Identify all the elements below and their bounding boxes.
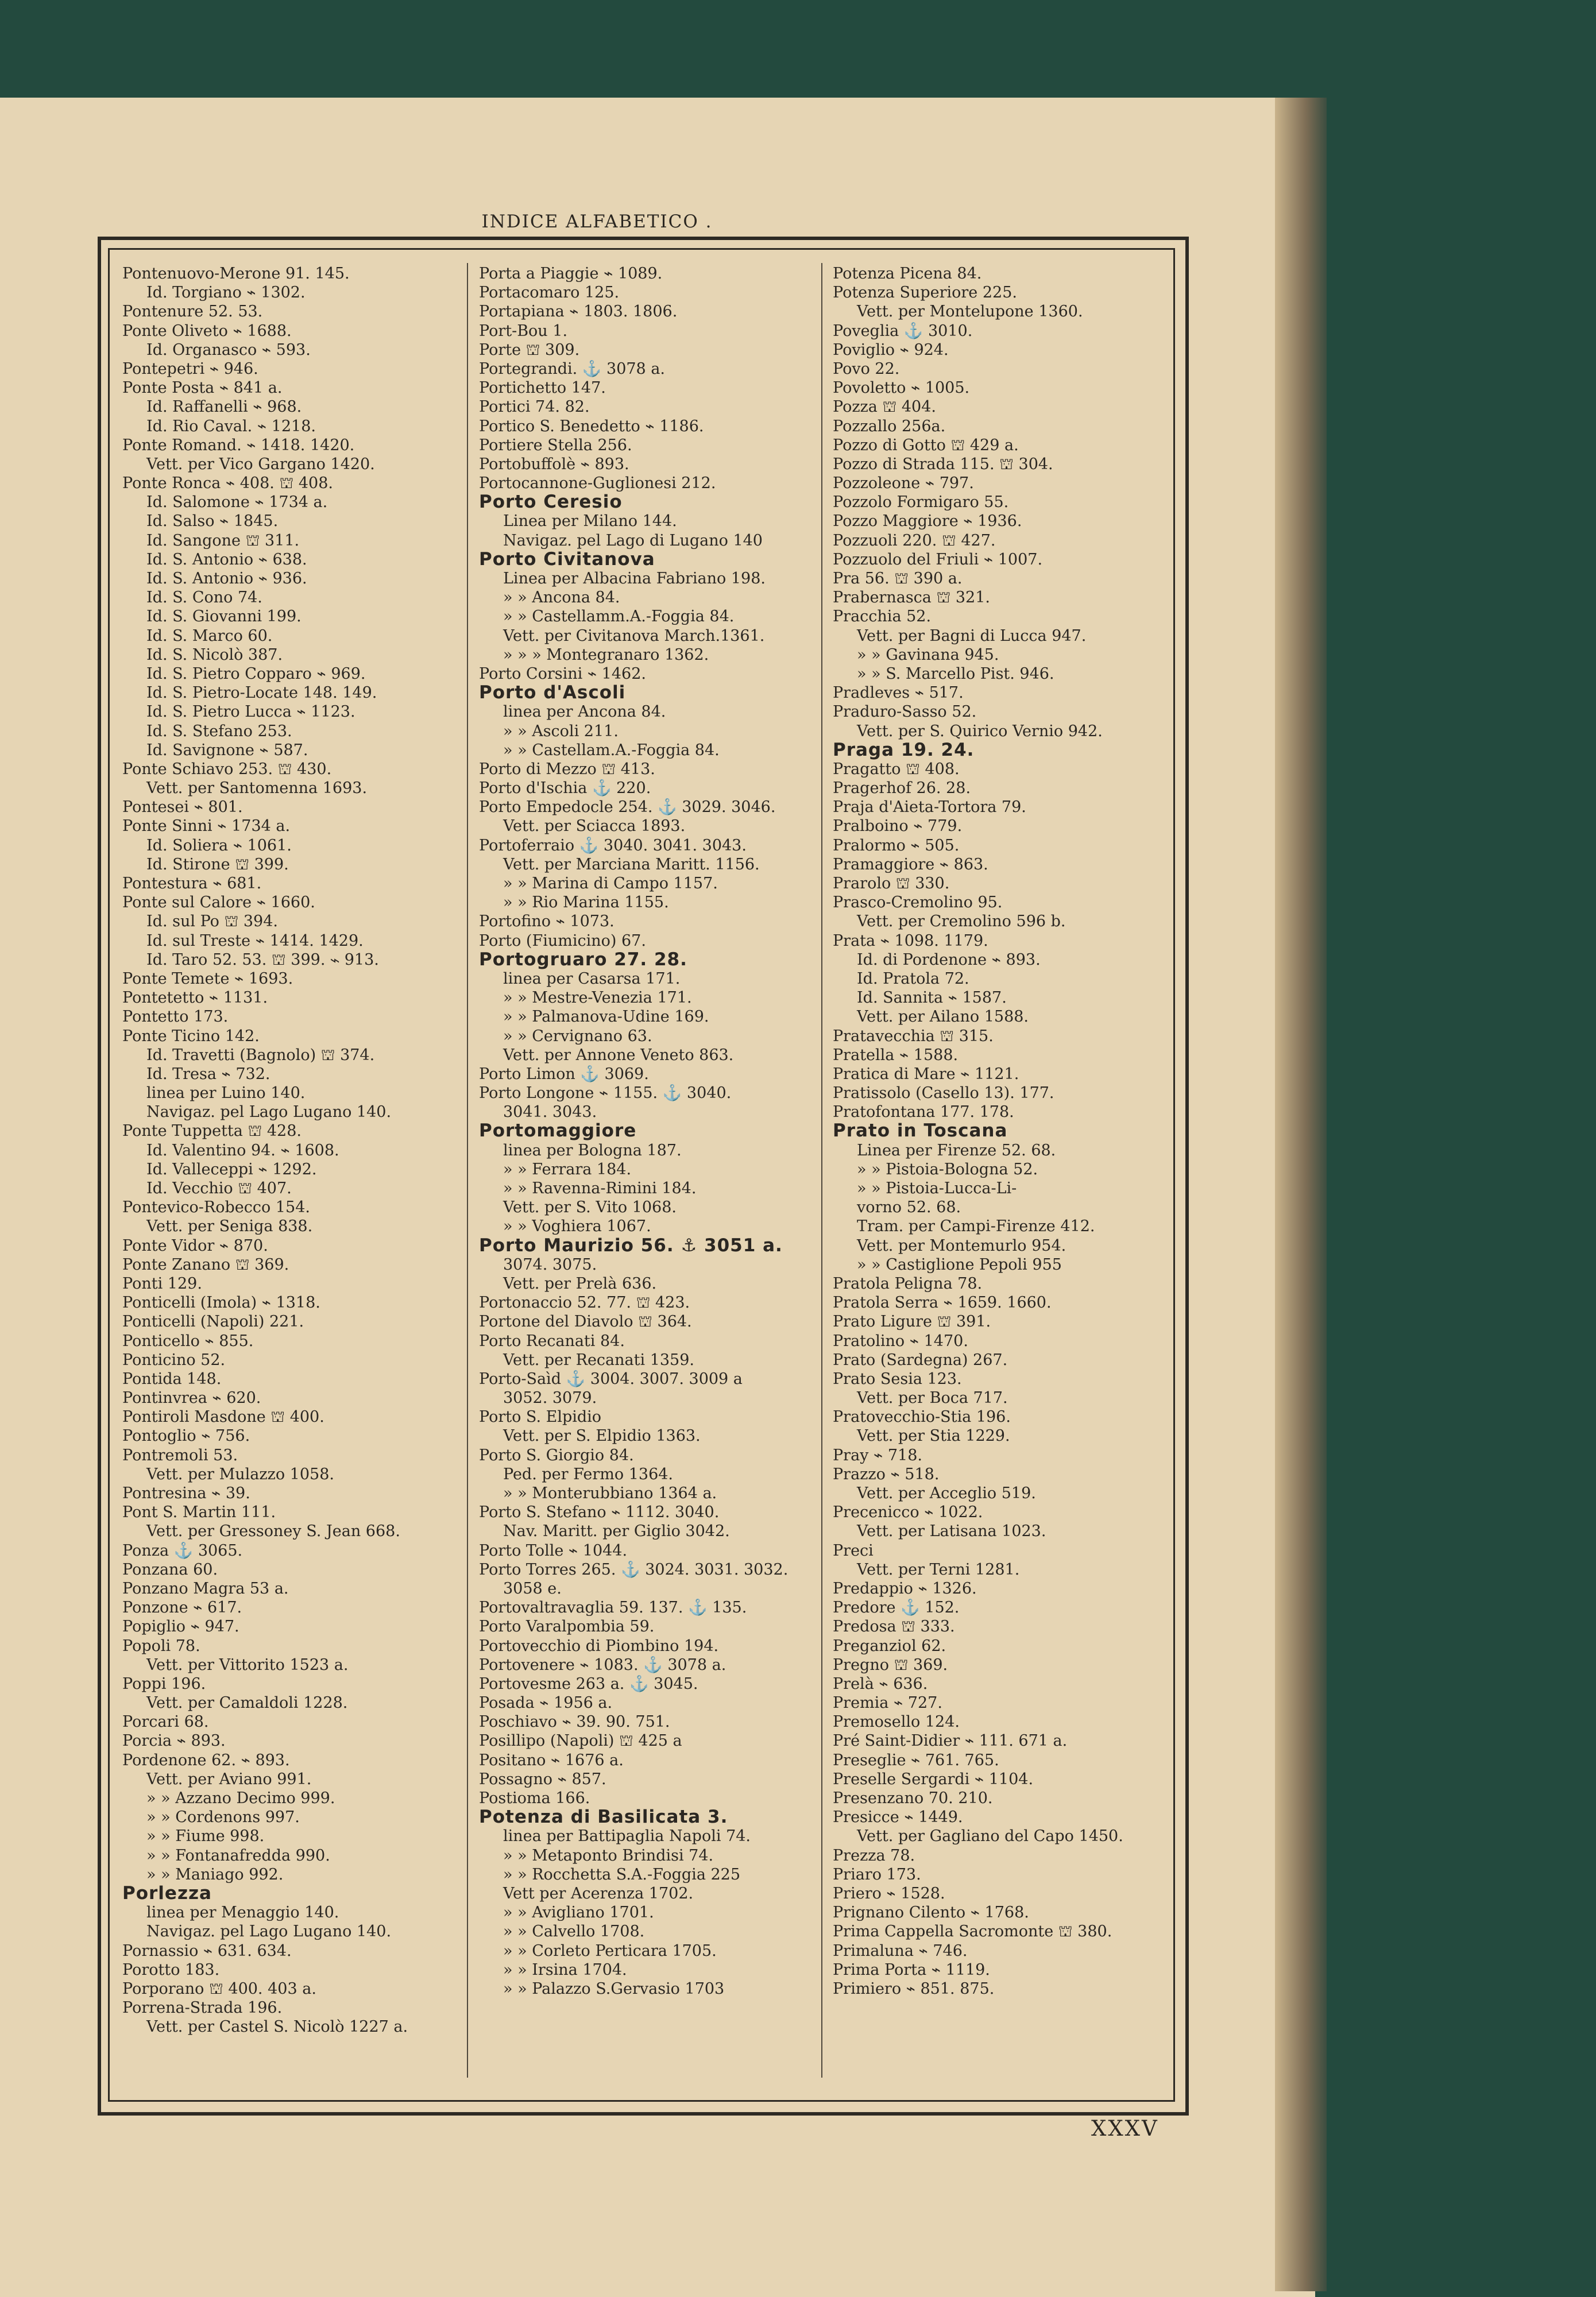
index-entry: Potenza Superiore 225. xyxy=(833,284,1017,302)
index-entry: Portegrandi. ⚓ 3078 a. xyxy=(479,359,665,378)
index-entry: Vett. per Stia 1229. xyxy=(857,1427,1010,1445)
index-entry: Nav. Maritt. per Giglio 3042. xyxy=(503,1522,730,1541)
index-entry: Pregno ⛫ 369. xyxy=(833,1656,948,1674)
index-entry: Id. Pratola 72. xyxy=(857,969,969,988)
index-entry: Poveglia ⚓ 3010. xyxy=(833,322,973,340)
index-entry: Prezza 78. xyxy=(833,1846,915,1865)
index-entry: Pracchia 52. xyxy=(833,608,932,626)
index-entry: Portovecchio di Piombino 194. xyxy=(479,1637,719,1655)
index-entry: Prasco-Cremolino 95. xyxy=(833,894,1003,912)
book-side-edge xyxy=(1275,98,1327,2291)
index-entry: » » Ferrara 184. xyxy=(503,1160,632,1178)
index-entry: Prazzo ⌁ 518. xyxy=(833,1465,940,1483)
page-header: INDICE ALFABETICO . xyxy=(481,211,713,232)
index-entry: Pralormo ⌁ 505. xyxy=(833,836,960,854)
index-entry: » » Pistoia-Bologna 52. xyxy=(857,1160,1038,1178)
index-entry: Pontoglio ⌁ 756. xyxy=(122,1427,250,1445)
index-entry: Vett. per Camaldoli 1228. xyxy=(146,1694,348,1712)
index-entry: Port-Bou 1. xyxy=(479,322,568,340)
index-entry: Vett. per Montemurlo 954. xyxy=(857,1236,1066,1255)
index-entry: » » Castiglione Pepoli 955 xyxy=(857,1255,1062,1274)
index-category: Porto Ceresio xyxy=(479,492,623,513)
index-column-middle xyxy=(479,264,818,1998)
index-entry: Id. Soliera ⌁ 1061. xyxy=(146,836,292,854)
index-entry: Ponte Zanano ⛫ 369. xyxy=(122,1255,289,1274)
index-entry: Ponte Romand. ⌁ 1418. 1420. xyxy=(122,436,355,454)
index-entry: Ponte Ronca ⌁ 408. ⛫ 408. xyxy=(122,474,333,493)
index-entry: Portici 74. 82. xyxy=(479,398,590,416)
index-entry: Pontevico-Robecco 154. xyxy=(122,1198,310,1217)
index-entry: Pontenure 52. 53. xyxy=(122,303,263,321)
index-entry: Ponticello ⌁ 855. xyxy=(122,1332,254,1350)
index-entry: Prarolo ⛫ 330. xyxy=(833,875,950,892)
index-entry: Pratovecchio-Stia 196. xyxy=(833,1408,1011,1426)
index-entry: Pozza ⛫ 404. xyxy=(833,398,936,416)
index-entry: linea per Ancona 84. xyxy=(503,703,666,721)
index-entry: Vett. per Civitanova March.1361. xyxy=(503,627,765,645)
index-entry: Porto Empedocle 254. ⚓ 3029. 3046. xyxy=(479,798,776,817)
index-entry: Id. S. Pietro Lucca ⌁ 1123. xyxy=(146,703,355,721)
index-entry: Vett. per Aviano 991. xyxy=(146,1770,312,1788)
index-entry: » » Cordenons 997. xyxy=(146,1808,300,1827)
index-entry: Porto Recanati 84. xyxy=(479,1332,625,1350)
index-entry: Prima Porta ⌁ 1119. xyxy=(833,1960,990,1979)
index-entry: Posillipo (Napoli) ⛫ 425 a xyxy=(479,1732,682,1750)
index-entry: Pontresina ⌁ 39. xyxy=(122,1484,250,1502)
index-entry: Vett. per Santomenna 1693. xyxy=(146,779,368,798)
index-entry: Porcia ⌁ 893. xyxy=(122,1732,226,1750)
index-entry: Pragatto ⛫ 408. xyxy=(833,760,960,778)
index-entry: Pra 56. ⛫ 390 a. xyxy=(833,570,963,587)
index-entry: Porto S. Giorgio 84. xyxy=(479,1446,634,1464)
index-entry: Id. Savignone ⌁ 587. xyxy=(146,741,308,759)
index-entry: Ponte Temete ⌁ 1693. xyxy=(122,969,293,988)
index-entry: Id. sul Po ⛫ 394. xyxy=(146,912,279,931)
index-entry: Id. Organasco ⌁ 593. xyxy=(146,341,311,359)
index-entry: Navigaz. pel Lago Lugano 140. xyxy=(146,1103,392,1122)
index-entry: Povoletto ⌁ 1005. xyxy=(833,379,970,397)
index-entry: Positano ⌁ 1676 a. xyxy=(479,1751,624,1769)
index-entry: Id. S. Pietro-Locate 148. 149. xyxy=(146,684,377,702)
index-entry: Porto di Mezzo ⛫ 413. xyxy=(479,760,655,778)
index-entry: » » Palazzo S.Gervasio 1703 xyxy=(503,1979,725,1998)
index-entry: 3052. 3079. xyxy=(503,1389,597,1407)
index-entry: Linea per Milano 144. xyxy=(503,512,677,531)
index-entry: Porte ⛫ 309. xyxy=(479,341,580,359)
index-entry: Ponte Tuppetta ⛫ 428. xyxy=(122,1122,302,1140)
column-separator xyxy=(467,263,468,2078)
index-category: Portogruaro 27. 28. xyxy=(479,949,687,970)
index-entry: Vett. per S. Vito 1068. xyxy=(503,1198,677,1217)
index-entry: Id. S. Antonio ⌁ 638. xyxy=(146,550,307,569)
index-entry: Prato (Sardegna) 267. xyxy=(833,1351,1008,1369)
index-entry: Pont S. Martin 111. xyxy=(122,1503,276,1522)
index-category: Praga 19. 24. xyxy=(833,739,975,760)
index-category: Portomaggiore xyxy=(479,1120,637,1142)
index-entry: Pontetetto ⌁ 1131. xyxy=(122,989,268,1007)
index-entry: Porto Varalpombia 59. xyxy=(479,1618,655,1636)
index-entry: Preseglie ⌁ 761. 765. xyxy=(833,1751,999,1769)
index-entry: » » Rio Marina 1155. xyxy=(503,894,669,912)
index-entry: » » Cervignano 63. xyxy=(503,1027,652,1045)
index-entry: Vett. per Mulazzo 1058. xyxy=(146,1465,334,1483)
index-entry: » » S. Marcello Pist. 946. xyxy=(857,664,1054,683)
index-entry: Primiero ⌁ 851. 875. xyxy=(833,1979,995,1998)
index-entry: Id. Salomone ⌁ 1734 a. xyxy=(146,493,328,512)
index-entry: Portonaccio 52. 77. ⛫ 423. xyxy=(479,1294,690,1312)
index-entry: » » Rocchetta S.A.-Foggia 225 xyxy=(503,1865,741,1884)
page-number: XXXV xyxy=(1091,2116,1159,2141)
index-entry: » » Ancona 84. xyxy=(503,589,620,607)
index-entry: Tram. per Campi-Firenze 412. xyxy=(857,1217,1095,1236)
index-entry: Portapiana ⌁ 1803. 1806. xyxy=(479,303,678,321)
index-entry: Vett. per Recanati 1359. xyxy=(503,1351,694,1369)
index-entry: Id. Raffanelli ⌁ 968. xyxy=(146,398,302,416)
index-entry: Portichetto 147. xyxy=(479,379,606,397)
index-entry: » » Corleto Perticara 1705. xyxy=(503,1942,717,1960)
index-entry: Predappio ⌁ 1326. xyxy=(833,1579,977,1598)
index-entry: » » Palmanova-Udine 169. xyxy=(503,1008,709,1026)
index-entry: Premosello 124. xyxy=(833,1713,960,1731)
index-entry: Ponticelli (Napoli) 221. xyxy=(122,1313,304,1331)
index-entry: Pontesei ⌁ 801. xyxy=(122,798,243,817)
index-category: Porlezza xyxy=(122,1882,212,1904)
index-entry: Pontremoli 53. xyxy=(122,1446,238,1464)
index-entry: Portiere Stella 256. xyxy=(479,436,632,454)
index-entry: Ponte sul Calore ⌁ 1660. xyxy=(122,894,315,912)
index-entry: » » Gavinana 945. xyxy=(857,645,999,664)
index-entry: Vett. per Prelà 636. xyxy=(503,1274,657,1293)
index-entry: 3041. 3043. xyxy=(503,1103,597,1122)
index-entry: Possagno ⌁ 857. xyxy=(479,1770,606,1788)
index-entry: Portovaltravaglia 59. 137. ⚓ 135. xyxy=(479,1599,747,1617)
index-entry: linea per Menaggio 140. xyxy=(146,1904,339,1922)
index-entry: Vett. per S. Elpidio 1363. xyxy=(503,1427,701,1445)
index-entry: » » » Montegranaro 1362. xyxy=(503,645,709,664)
index-entry: Vett per Acerenza 1702. xyxy=(503,1884,694,1902)
index-entry: Portico S. Benedetto ⌁ 1186. xyxy=(479,417,704,435)
index-entry: Pray ⌁ 718. xyxy=(833,1446,922,1464)
index-entry: Prato Ligure ⛫ 391. xyxy=(833,1313,991,1331)
index-entry: » » Monterubbiano 1364 a. xyxy=(503,1484,717,1502)
index-entry: Porto d'Ischia ⚓ 220. xyxy=(479,779,651,798)
index-entry: Id. Travetti (Bagnolo) ⛫ 374. xyxy=(146,1046,375,1064)
index-entry: Id. sul Treste ⌁ 1414. 1429. xyxy=(146,931,364,950)
index-entry: Porto S. Stefano ⌁ 1112. 3040. xyxy=(479,1503,720,1522)
index-entry: Vett. per Acceglio 519. xyxy=(857,1484,1036,1502)
index-entry: Popiglio ⌁ 947. xyxy=(122,1618,239,1636)
index-entry: Pré Saint-Didier ⌁ 111. 671 a. xyxy=(833,1732,1068,1750)
index-column-left xyxy=(122,264,461,2036)
index-entry: » » Avigliano 1701. xyxy=(503,1904,654,1922)
index-entry: Pordenone 62. ⌁ 893. xyxy=(122,1751,290,1769)
index-entry: Id. Sannita ⌁ 1587. xyxy=(857,989,1007,1007)
index-entry: Portobuffolè ⌁ 893. xyxy=(479,455,629,473)
index-entry: Id. Torgiano ⌁ 1302. xyxy=(146,284,306,302)
index-column-right xyxy=(833,264,1172,1998)
index-entry: Ponte Oliveto ⌁ 1688. xyxy=(122,322,292,340)
index-entry: Porporano ⛫ 400. 403 a. xyxy=(122,1979,316,1998)
index-entry: Predore ⚓ 152. xyxy=(833,1599,960,1617)
index-entry: » » Castellam.A.-Foggia 84. xyxy=(503,741,720,759)
index-entry: Porrena-Strada 196. xyxy=(122,1999,283,2017)
index-entry: Priaro 173. xyxy=(833,1865,921,1884)
index-entry: Vett. per Cremolino 596 b. xyxy=(857,912,1066,931)
index-entry: Potenza Picena 84. xyxy=(833,265,982,283)
index-entry: Pratica di Mare ⌁ 1121. xyxy=(833,1065,1019,1083)
index-entry: Posada ⌁ 1956 a. xyxy=(479,1694,613,1712)
index-entry: Poppi 196. xyxy=(122,1675,206,1693)
index-entry: Pratissolo (Casello 13). 177. xyxy=(833,1084,1054,1103)
index-entry: Vett. per Annone Veneto 863. xyxy=(503,1046,734,1064)
index-entry: Pratolino ⌁ 1470. xyxy=(833,1332,968,1350)
index-entry: Portovenere ⌁ 1083. ⚓ 3078 a. xyxy=(479,1656,726,1674)
index-entry: Praja d'Aieta-Tortora 79. xyxy=(833,798,1026,817)
index-entry: Portofino ⌁ 1073. xyxy=(479,912,615,931)
index-entry: Id. di Pordenone ⌁ 893. xyxy=(857,950,1041,969)
index-entry: Navigaz. pel Lago di Lugano 140 xyxy=(503,531,763,550)
index-entry: Presenzano 70. 210. xyxy=(833,1789,993,1807)
index-entry: Prima Cappella Sacromonte ⛫ 380. xyxy=(833,1923,1112,1941)
index-entry: Ponte Ticino 142. xyxy=(122,1027,260,1045)
index-entry: Porto S. Elpidio xyxy=(479,1408,602,1426)
index-entry: » » Maniago 992. xyxy=(146,1865,284,1884)
index-entry: Portocannone-Guglionesi 212. xyxy=(479,474,716,493)
index-entry: Pralboino ⌁ 779. xyxy=(833,817,963,836)
index-entry: Porto Tolle ⌁ 1044. xyxy=(479,1541,628,1560)
index-entry: Porto Corsini ⌁ 1462. xyxy=(479,664,646,683)
index-entry: Pontinvrea ⌁ 620. xyxy=(122,1389,261,1407)
index-entry: » » Voghiera 1067. xyxy=(503,1217,651,1236)
index-entry: Popoli 78. xyxy=(122,1637,200,1655)
index-entry: Predosa ⛫ 333. xyxy=(833,1618,955,1636)
index-entry: Id. Valleceppi ⌁ 1292. xyxy=(146,1160,317,1178)
index-entry: Ponte Vidor ⌁ 870. xyxy=(122,1236,268,1255)
index-entry: Ponzana 60. xyxy=(122,1560,218,1579)
index-entry: Pozzuolo del Friuli ⌁ 1007. xyxy=(833,550,1043,569)
index-entry: Id. S. Nicolò 387. xyxy=(146,645,283,664)
index-entry: » » Pistoia-Lucca-Li- xyxy=(857,1180,1017,1197)
index-entry: Id. Salso ⌁ 1845. xyxy=(146,512,279,531)
index-entry: Pozzolo Formigaro 55. xyxy=(833,493,1009,512)
index-entry: Vett. per Gagliano del Capo 1450. xyxy=(857,1827,1123,1846)
index-entry: Id. Vecchio ⛫ 407. xyxy=(146,1180,292,1197)
index-entry: Prelà ⌁ 636. xyxy=(833,1675,928,1693)
index-entry: Pratola Serra ⌁ 1659. 1660. xyxy=(833,1294,1052,1312)
index-entry: Prabernasca ⛫ 321. xyxy=(833,589,990,607)
index-entry: Ponte Sinni ⌁ 1734 a. xyxy=(122,817,291,836)
index-entry: Poviglio ⌁ 924. xyxy=(833,341,949,359)
index-entry: Id. Valentino 94. ⌁ 1608. xyxy=(146,1141,339,1159)
index-entry: » » Metaponto Brindisi 74. xyxy=(503,1846,714,1865)
index-entry: Portoferraio ⚓ 3040. 3041. 3043. xyxy=(479,836,747,854)
index-entry: Vett. per Seniga 838. xyxy=(146,1217,313,1236)
index-entry: Pontetto 173. xyxy=(122,1008,229,1026)
index-entry: Precenicco ⌁ 1022. xyxy=(833,1503,983,1522)
index-entry: Pozzoleone ⌁ 797. xyxy=(833,474,974,493)
index-entry: Vett. per Montelupone 1360. xyxy=(857,303,1083,321)
index-entry: Id. Tresa ⌁ 732. xyxy=(146,1065,270,1083)
index-entry: Ponzano Magra 53 a. xyxy=(122,1579,289,1598)
column-separator xyxy=(821,263,822,2078)
index-entry: linea per Luino 140. xyxy=(146,1084,306,1103)
index-entry: Vett. per Marciana Maritt. 1156. xyxy=(503,855,760,873)
index-entry: Presicce ⌁ 1449. xyxy=(833,1808,963,1827)
index-entry: Pradleves ⌁ 517. xyxy=(833,684,964,702)
index-entry: Id. Rio Caval. ⌁ 1218. xyxy=(146,417,316,435)
index-entry: Pozzo di Strada 115. ⛫ 304. xyxy=(833,455,1053,473)
index-entry: Portone del Diavolo ⛫ 364. xyxy=(479,1313,692,1331)
index-entry: linea per Casarsa 171. xyxy=(503,969,681,988)
index-entry: Porto Torres 265. ⚓ 3024. 3031. 3032. xyxy=(479,1560,789,1579)
index-entry: Ponti 129. xyxy=(122,1274,202,1293)
index-entry: Pragerhof 26. 28. xyxy=(833,779,971,798)
index-entry: Ponte Schiavo 253. ⛫ 430. xyxy=(122,760,332,778)
index-entry: Pozzo Maggiore ⌁ 1936. xyxy=(833,512,1022,531)
index-entry: Pratola Peligna 78. xyxy=(833,1274,983,1293)
index-entry: Ponza ⚓ 3065. xyxy=(122,1541,243,1560)
index-entry: vorno 52. 68. xyxy=(857,1198,961,1217)
index-entry: » » Fiume 998. xyxy=(146,1827,265,1846)
index-entry: 3058 e. xyxy=(503,1579,562,1598)
index-entry: Id. Stirone ⛫ 399. xyxy=(146,855,289,873)
index-entry: Portacomaro 125. xyxy=(479,284,620,302)
index-entry: Id. S. Antonio ⌁ 936. xyxy=(146,570,307,587)
index-entry: Preganziol 62. xyxy=(833,1637,946,1655)
index-entry: Premia ⌁ 727. xyxy=(833,1694,942,1712)
index-entry: Vett. per Vico Gargano 1420. xyxy=(146,455,375,473)
index-entry: Prata ⌁ 1098. 1179. xyxy=(833,931,988,950)
index-entry: Pramaggiore ⌁ 863. xyxy=(833,855,988,873)
index-entry: Ponticelli (Imola) ⌁ 1318. xyxy=(122,1294,320,1312)
index-entry: Navigaz. pel Lago Lugano 140. xyxy=(146,1923,392,1941)
index-entry: Ped. per Fermo 1364. xyxy=(503,1465,674,1483)
index-entry: Id. S. Pietro Copparo ⌁ 969. xyxy=(146,664,366,683)
index-entry: Id. S. Cono 74. xyxy=(146,589,262,607)
index-entry: Id. Taro 52. 53. ⛫ 399. ⌁ 913. xyxy=(146,950,379,969)
index-entry: Praduro-Sasso 52. xyxy=(833,703,977,721)
index-entry: Pratavecchia ⛫ 315. xyxy=(833,1027,994,1045)
index-entry: Vett. per Gressoney S. Jean 668. xyxy=(146,1522,400,1541)
index-entry: Porto-Saìd ⚓ 3004. 3007. 3009 a xyxy=(479,1370,743,1388)
index-entry: Ponticino 52. xyxy=(122,1351,226,1369)
index-entry: Pontestura ⌁ 681. xyxy=(122,875,262,892)
index-entry: Linea per Firenze 52. 68. xyxy=(857,1141,1056,1159)
index-entry: Vett. per Terni 1281. xyxy=(857,1560,1020,1579)
index-category: Porto d'Ascoli xyxy=(479,682,626,703)
index-entry: Linea per Albacina Fabriano 198. xyxy=(503,570,766,587)
index-entry: Id. Sangone ⛫ 311. xyxy=(146,531,300,550)
index-entry: Ponte Posta ⌁ 841 a. xyxy=(122,379,283,397)
index-entry: Povo 22. xyxy=(833,359,900,378)
index-entry: linea per Bologna 187. xyxy=(503,1141,682,1159)
index-category: Potenza di Basilicata 3. xyxy=(479,1807,728,1828)
index-entry: Porotto 183. xyxy=(122,1960,220,1979)
index-category: Porto Civitanova xyxy=(479,548,655,570)
index-entry: Porto Limon ⚓ 3069. xyxy=(479,1065,649,1083)
index-entry: Pozzuoli 220. ⛫ 427. xyxy=(833,531,996,550)
index-entry: Ponzone ⌁ 617. xyxy=(122,1599,242,1617)
index-entry: Id. S. Stefano 253. xyxy=(146,722,292,740)
index-entry: Vett. per Vittorito 1523 a. xyxy=(146,1656,349,1674)
index-entry: Priero ⌁ 1528. xyxy=(833,1884,945,1902)
index-entry: Vett. per Latisana 1023. xyxy=(857,1522,1046,1541)
index-entry: » » Castellamm.A.-Foggia 84. xyxy=(503,608,735,626)
index-entry: Prignano Cilento ⌁ 1768. xyxy=(833,1904,1029,1922)
index-entry: Pozzallo 256a. xyxy=(833,417,946,435)
index-entry: » » Mestre-Venezia 171. xyxy=(503,989,692,1007)
index-entry: Porta a Piaggie ⌁ 1089. xyxy=(479,265,663,283)
index-entry: » » Fontanafredda 990. xyxy=(146,1846,330,1865)
index-entry: » » Ascoli 211. xyxy=(503,722,619,740)
index-entry: » » Calvello 1708. xyxy=(503,1923,645,1941)
index-entry: Vett. per Bagni di Lucca 947. xyxy=(857,627,1087,645)
index-entry: Poschiavo ⌁ 39. 90. 751. xyxy=(479,1713,670,1731)
index-entry: Vett. per Boca 717. xyxy=(857,1389,1008,1407)
index-entry: 3074. 3075. xyxy=(503,1255,597,1274)
index-entry: Prato Sesia 123. xyxy=(833,1370,962,1388)
index-entry: Postioma 166. xyxy=(479,1789,590,1807)
index-entry: Pornassio ⌁ 631. 634. xyxy=(122,1942,292,1960)
index-entry: Pontida 148. xyxy=(122,1370,222,1388)
index-entry: Pontenuovo-Merone 91. 145. xyxy=(122,265,350,283)
index-category: Porto Maurizio 56. ⚓ 3051 a. xyxy=(479,1235,783,1256)
index-entry: Vett. per Castel S. Nicolò 1227 a. xyxy=(146,2018,408,2036)
index-entry: Vett. per S. Quirico Vernio 942. xyxy=(857,722,1103,740)
index-entry: Preci xyxy=(833,1541,874,1560)
index-entry: Porto (Fiumicino) 67. xyxy=(479,931,646,950)
index-category: Prato in Toscana xyxy=(833,1120,1008,1142)
index-entry: » » Ravenna-Rimini 184. xyxy=(503,1180,697,1197)
index-entry: Portovesme 263 a. ⚓ 3045. xyxy=(479,1675,698,1693)
index-entry: Porto Longone ⌁ 1155. ⚓ 3040. xyxy=(479,1084,732,1103)
index-entry: linea per Battipaglia Napoli 74. xyxy=(503,1827,751,1846)
index-entry: » » Azzano Decimo 999. xyxy=(146,1789,335,1807)
index-entry: Pontepetri ⌁ 946. xyxy=(122,359,258,378)
index-entry: Porcari 68. xyxy=(122,1713,209,1731)
index-entry: Id. S. Giovanni 199. xyxy=(146,608,302,626)
index-entry: Primaluna ⌁ 746. xyxy=(833,1942,968,1960)
index-entry: » » Marina di Campo 1157. xyxy=(503,875,718,892)
index-entry: Preselle Sergardi ⌁ 1104. xyxy=(833,1770,1034,1788)
index-entry: Vett. per Ailano 1588. xyxy=(857,1008,1029,1026)
index-entry: Pratella ⌁ 1588. xyxy=(833,1046,959,1064)
index-entry: Id. S. Marco 60. xyxy=(146,627,273,645)
index-entry: Vett. per Sciacca 1893. xyxy=(503,817,686,836)
index-entry: Pontiroli Masdone ⛫ 400. xyxy=(122,1408,324,1426)
index-entry: Pratofontana 177. 178. xyxy=(833,1103,1014,1122)
index-entry: Pozzo di Gotto ⛫ 429 a. xyxy=(833,436,1019,454)
index-entry: » » Irsina 1704. xyxy=(503,1960,627,1979)
